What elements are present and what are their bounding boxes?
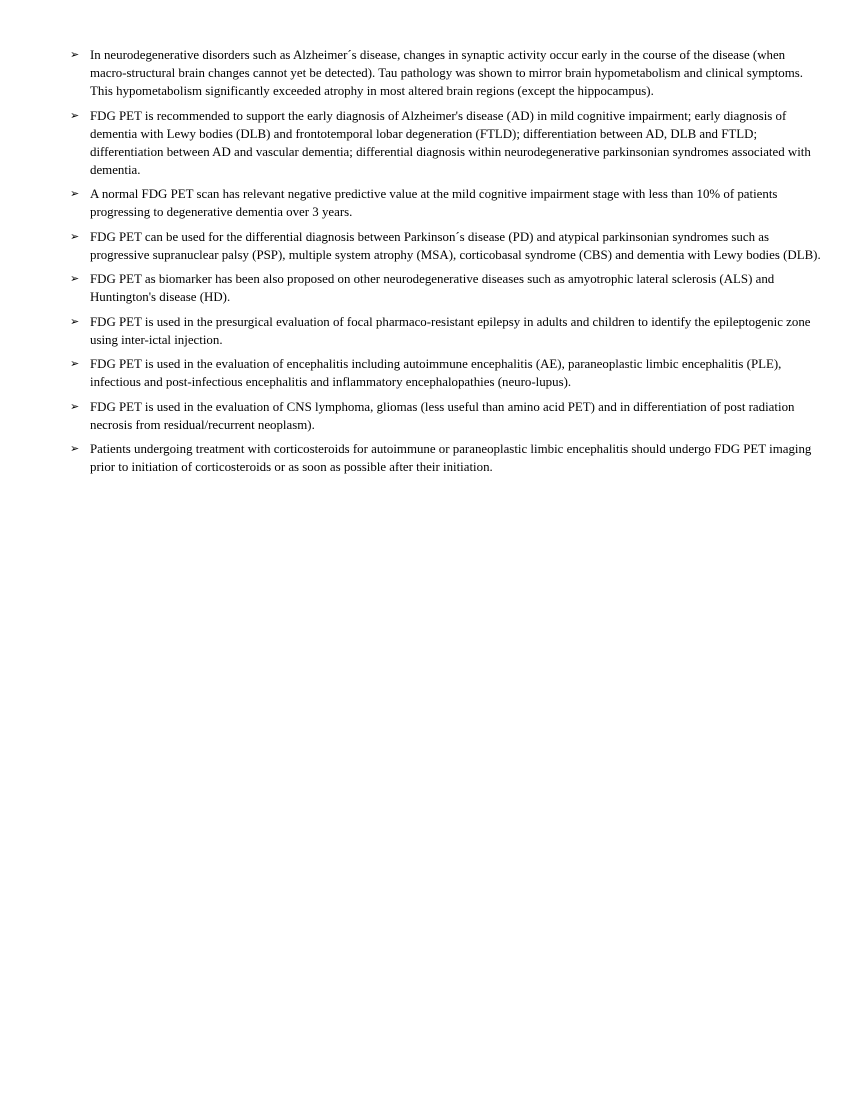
bullet-text: FDG PET is used in the presurgical evaluation of focal pharmaco-resistant epilepsy in adults and children to identify the epileptogenic zone using inter-ictal injection. (90, 314, 811, 347)
arrowhead-bullet-icon: ➢ (70, 48, 80, 61)
bullet-text: FDG PET is used in the evaluation of encephalitis including autoimmune encephalitis (AE), paraneoplastic limbic encephalitis (PLE), infectious and post-infectious encephalitis and inflammatory encephalopathies (neuro-lupus). (90, 357, 782, 389)
bullet-item (70, 228, 822, 264)
arrowhead-bullet-icon: ➢ (70, 314, 80, 328)
bullet-item (70, 107, 822, 179)
arrowhead-bullet-icon: ➢ (70, 187, 80, 200)
arrowhead-bullet-icon: ➢ (70, 229, 80, 243)
bullet-item (70, 440, 822, 476)
bullet-item (70, 355, 822, 391)
bullet-text: In neurodegenerative disorders such as Alzheimer´s disease, changes in synaptic activity occur early in the course of the disease (when macro-structural brain changes cannot yet be detected). Tau pathology was shown to mirror brain hypometabolism and clinical symptoms. This hypometabolism significantly exceeded atrophy in most altered brain regions (except the hippocampus). (90, 48, 804, 98)
arrowhead-bullet-icon: ➢ (70, 442, 80, 455)
bullet-text: FDG PET can be used for the differential diagnosis between Parkinson´s disease (PD) and atypical parkinsonian syndromes such as progressive supranuclear palsy (PSP), multiple system atrophy (MSA), corticobasal syndrome (CBS) and dementia with Lewy bodies (DLB). (90, 229, 821, 262)
bullet-item (70, 270, 822, 306)
bullet-text: Patients undergoing treatment with corticosteroids for autoimmune or paraneoplastic limbic encephalitis should undergo FDG PET imaging prior to initiation of corticosteroids or as soon as possible after their initiation. (90, 442, 812, 474)
bullet-item (70, 398, 822, 434)
bullet-item (70, 185, 822, 221)
bullet-item (70, 46, 822, 100)
arrowhead-bullet-icon: ➢ (70, 357, 80, 370)
arrowhead-bullet-icon: ➢ (70, 399, 80, 413)
bullet-text: A normal FDG PET scan has relevant negative predictive value at the mild cognitive impairment stage with less than 10% of patients progressing to degenerative dementia over 3 years. (90, 187, 778, 219)
bullet-item (70, 313, 822, 349)
arrowhead-bullet-icon: ➢ (70, 272, 80, 285)
bullet-text: FDG PET is used in the evaluation of CNS lymphoma, gliomas (less useful than amino acid PET) and in differentiation of post radiation necrosis from residual/recurrent neoplasm). (90, 399, 795, 432)
arrowhead-bullet-icon: ➢ (70, 108, 80, 122)
bullet-text: FDG PET is recommended to support the early diagnosis of Alzheimer's disease (AD) in mild cognitive impairment; early diagnosis of dementia with Lewy bodies (DLB) and frontotemporal lobar degeneration (FTLD); differentiation between AD, DLB and FTLD; differentiation between AD and vascular dementia; differential diagnosis within neurodegenerative parkinsonian syndromes associated with dementia. (90, 108, 811, 177)
bullet-text: FDG PET as biomarker has been also proposed on other neurodegenerative diseases such as amyotrophic lateral sclerosis (ALS) and Huntington's disease (HD). (90, 272, 775, 304)
bullet-list (70, 46, 822, 483)
